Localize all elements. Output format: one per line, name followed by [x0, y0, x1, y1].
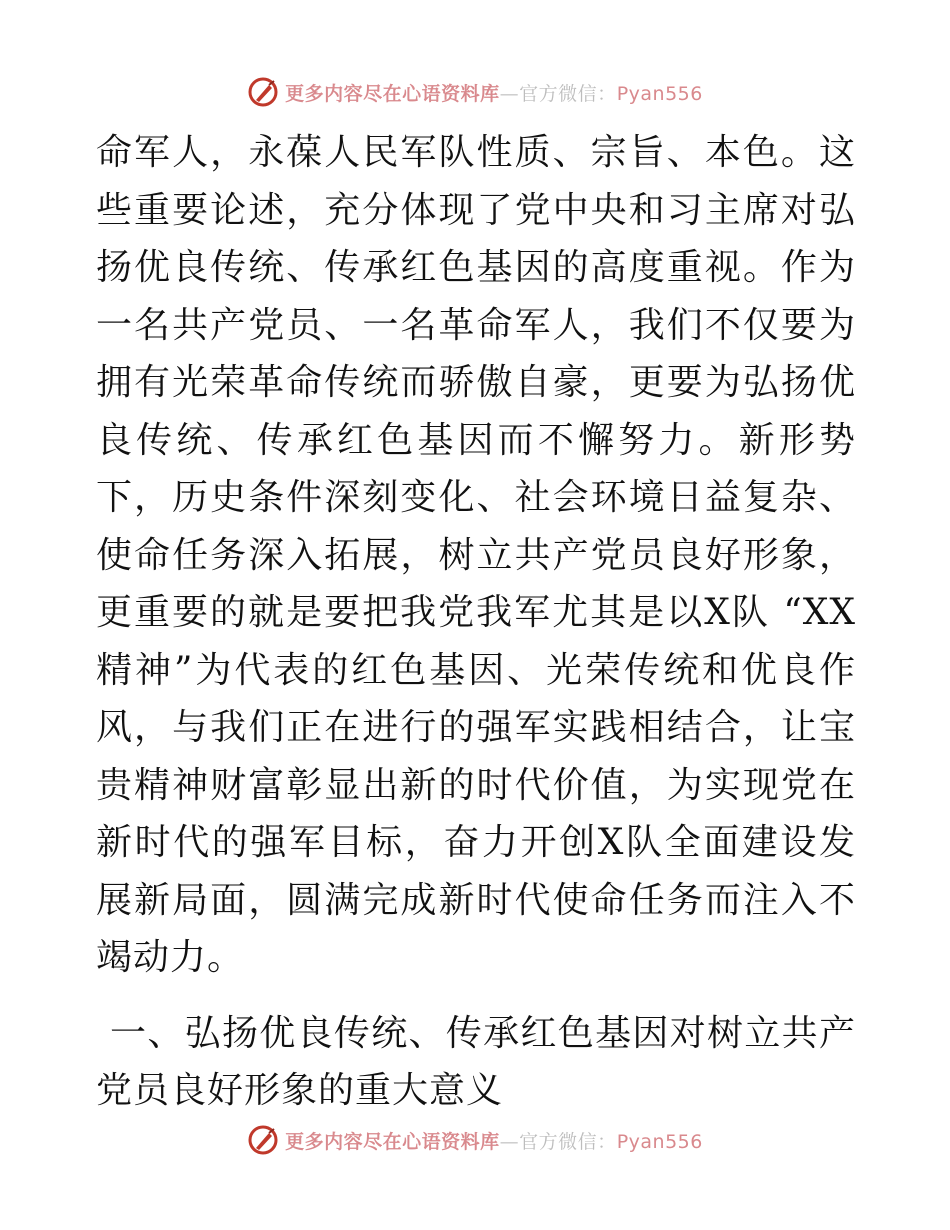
footer-banner-official-label: 官方微信： — [519, 1130, 617, 1153]
header-banner-separator: — — [499, 82, 520, 105]
section-heading: 一、弘扬优良传统、传承红色基因对树立共产党员良好形象的重大意义 — [96, 1012, 856, 1111]
header-banner-official-label: 官方微信： — [519, 82, 617, 105]
header-banner — [0, 72, 950, 112]
footer-banner-account: Pyan556 — [616, 1130, 703, 1153]
header-banner-main: 更多内容尽在心语资料库 — [285, 82, 500, 105]
header-banner-text — [285, 79, 703, 106]
footer-banner-main: 更多内容尽在心语资料库 — [285, 1130, 500, 1153]
quill-pen-seal-icon — [247, 1124, 279, 1156]
quill-pen-seal-icon — [247, 76, 279, 108]
footer-banner-text — [285, 1127, 703, 1154]
body-paragraph: 命军人，永葆人民军队性质、宗旨、本色。这些重要论述，充分体现了党中央和习主席对弘扬优良传统、传承红色基因的高度重视。作为一名共产党员、一名革命军人，我们不仅要为拥有光荣革命传统而骄傲自豪，更要为弘扬优良传统、传承红色基因而不懈努力。新形势下，历史条件深刻变化、社会环境日益复杂、使命任务深入拓展，树立共产党员良好形象，更重要的就是要把我党我军尤其是以X队 “XX精神”为代表的红色基因、光荣传统和优良作风，与我们正在进行的强军实践相结合，让宝贵精神财富彰显出新的时代价值，为实现党在新时代的强军目标，奋力开创X队全面建设发展新局面，圆满完成新时代使命任务而注入不竭动力。 — [96, 132, 856, 978]
document-body — [96, 124, 856, 1120]
header-banner-account: Pyan556 — [616, 82, 703, 105]
footer-banner-separator: — — [499, 1130, 520, 1153]
footer-banner — [0, 1120, 950, 1160]
